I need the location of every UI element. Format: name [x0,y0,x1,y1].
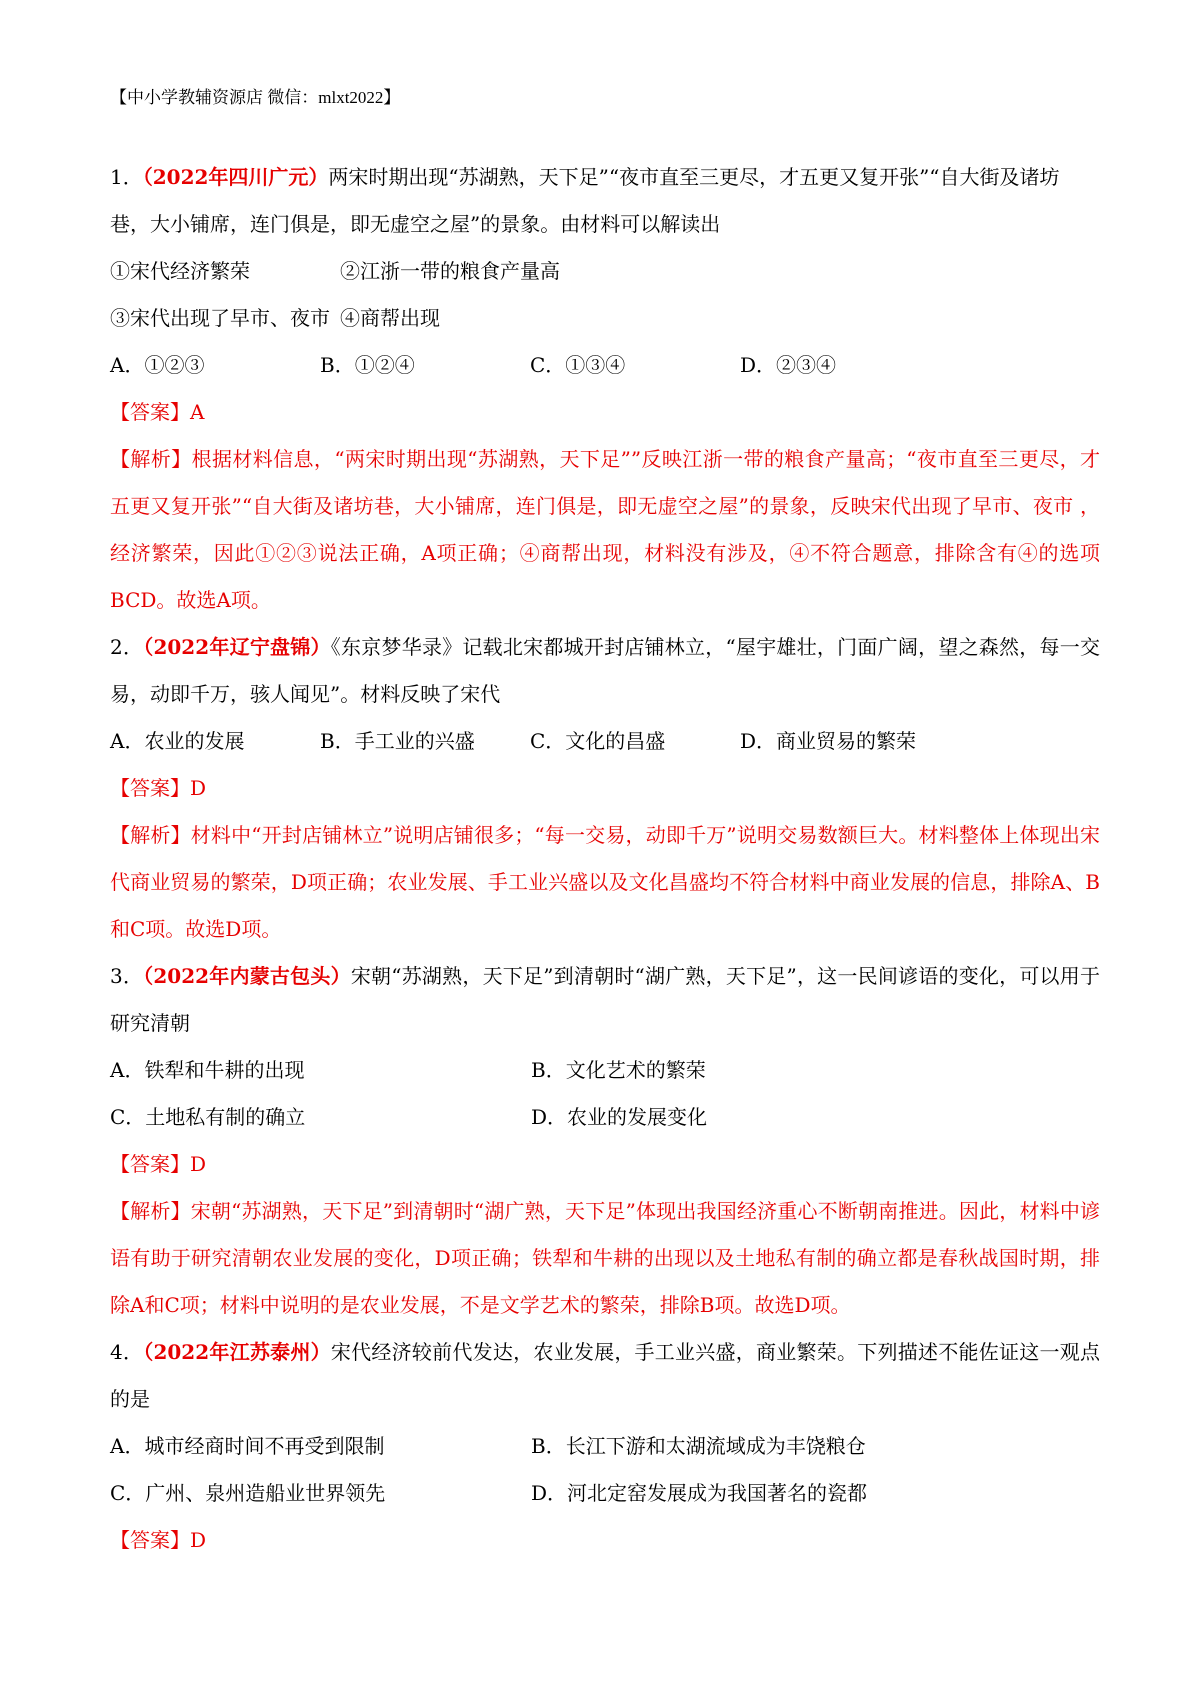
question-stem [110,1329,1100,1423]
answer-value: D [190,1152,207,1176]
analysis-text: 材料中“开封店铺林立”说明店铺很多；“每一交易，动即千万”说明交易数额巨大。材料整体上体现出宋代商业贸易的繁荣，D项正确；农业发展、手工业兴盛以及文化昌盛均不符合材料中商业发展的信息，排除A、B和C项。故选D项。 [110,823,1100,941]
option-c: C．①③④ [530,353,626,377]
options-row [110,718,1100,765]
statement-row [110,295,1100,342]
answer-label: 【答案】 [110,776,190,800]
document-page [110,84,1100,1564]
question-number: 2． [110,635,144,659]
option-d: D．河北定窑发展成为我国著名的瓷都 [531,1481,868,1505]
question-2 [110,624,1100,953]
stem-continuation: 巷，大小铺席，连门俱是，即无虚空之屋”的景象。由材料可以解读出 [110,212,721,236]
question-source: （2022年内蒙古包头） [143,964,351,988]
answer-label: 【答案】 [110,1528,190,1552]
answer-line [110,1517,1100,1564]
question-source: （2022年四川广元） [142,165,329,189]
question-stem [110,953,1100,1047]
question-number: 3． [110,964,144,988]
statement-item: ①宋代经济繁荣 [110,259,250,283]
option-a: A．城市经商时间不再受到限制 [110,1434,385,1458]
analysis-label: 【解析】 [110,1199,191,1223]
options-row [110,1047,1100,1094]
option-b: B．手工业的兴盛 [320,729,475,753]
question-number: 1． [110,165,143,189]
option-d: D．商业贸易的繁荣 [740,729,917,753]
question-source: （2022年辽宁盘锦） [143,635,331,659]
option-b: B．长江下游和太湖流域成为丰饶粮仓 [531,1434,866,1458]
options-row [110,1423,1100,1470]
analysis-block [110,1188,1100,1329]
question-3 [110,953,1100,1329]
statement-item: ③宋代出现了早市、夜市 [110,306,330,330]
option-c: C．广州、泉州造船业世界领先 [110,1481,386,1505]
option-c: C．土地私有制的确立 [110,1105,306,1129]
option-c: C．文化的昌盛 [530,729,666,753]
option-a: A．农业的发展 [110,729,245,753]
answer-value: D [190,776,207,800]
analysis-block [110,812,1100,953]
question-source: （2022年江苏泰州） [143,1340,331,1364]
options-row [110,1094,1100,1141]
analysis-text: 宋朝“苏湖熟，天下足”到清朝时“湖广熟，天下足”体现出我国经济重心不断朝南推进。因此，材料中谚语有助于研究清朝农业发展的变化，D项正确；铁犁和牛耕的出现以及土地私有制的确立都是春秋战国时期，排除A和C项；材料中说明的是农业发展，不是文学艺术的繁荣，排除B项。故选D项。 [110,1199,1100,1317]
statement-row [110,248,1100,295]
option-b: B．文化艺术的繁荣 [531,1058,706,1082]
option-a: A．①②③ [110,353,205,377]
question-4 [110,1329,1100,1564]
question-stem [110,154,1100,201]
analysis-label: 【解析】 [110,823,191,847]
answer-value: A [190,400,205,424]
answer-label: 【答案】 [110,400,190,424]
question-1 [110,154,1100,624]
analysis-label: 【解析】 [110,447,192,471]
question-stem [110,624,1100,718]
stem-text: 《东京梦华录》记载北宋都城开封店铺林立，“屋宇雄壮，门面广阔，望之森然，每一交易，动即千万，骇人闻见”。材料反映了宋代 [110,635,1100,706]
option-a: A．铁犁和牛耕的出现 [110,1058,305,1082]
statement-item: ④商帮出现 [340,306,440,330]
stem-text: 宋朝“苏湖熟，天下足”到清朝时“湖广熟，天下足”，这一民间谚语的变化，可以用于研究清朝 [110,964,1100,1035]
answer-value: D [190,1528,207,1552]
option-d: D．②③④ [740,353,837,377]
stem-text: 宋代经济较前代发达，农业发展，手工业兴盛，商业繁荣。下列描述不能佐证这一观点的是 [110,1340,1100,1411]
option-d: D．农业的发展变化 [531,1105,708,1129]
analysis-block [110,436,1100,624]
options-row [110,342,1100,389]
answer-line [110,1141,1100,1188]
options-row [110,1470,1100,1517]
answer-label: 【答案】 [110,1152,190,1176]
page-header: 【中小学教辅资源店 微信：mlxt2022】 [110,88,401,107]
stem-text: 两宋时期出现“苏湖熟，天下足”“夜市直至三更尽，才五更又复开张”“自大街及诸坊 [328,165,1060,189]
answer-line [110,765,1100,812]
question-number: 4． [110,1340,144,1364]
analysis-text: 根据材料信息，“两宋时期出现“苏湖熟，天下足””反映江浙一带的粮食产量高；“夜市直至三更尽，才五更又复开张”“自大街及诸坊巷，大小铺席，连门俱是，即无虚空之屋”的景象，反映宋代出现了早市、夜市 ，经济繁荣，因此①②③说法正确，A项正确；④商帮出现，材料没有涉及，④不符合题意，排除含有④的选项BCD。故选A项。 [110,447,1101,612]
option-b: B．①②④ [320,353,415,377]
statement-item: ②江浙一带的粮食产量高 [340,259,560,283]
answer-line [110,389,1100,436]
